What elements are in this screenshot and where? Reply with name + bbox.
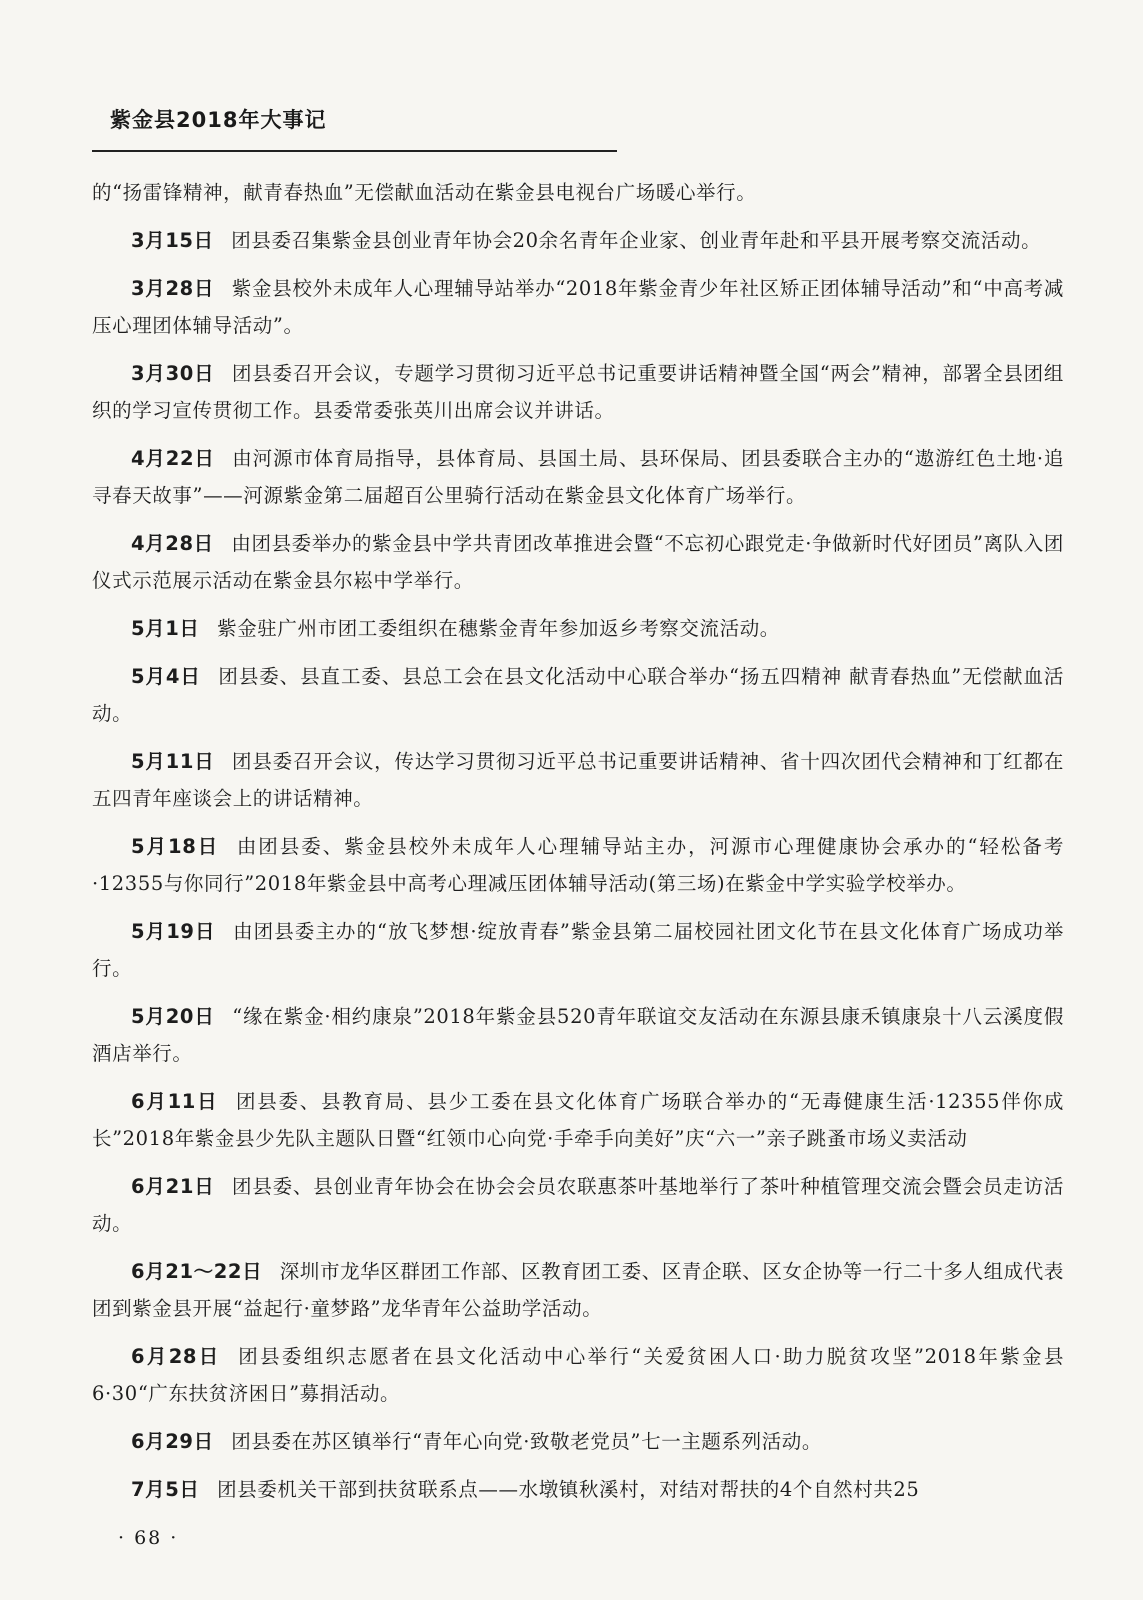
entry-text: 团县委、县创业青年协会在协会会员农联惠茶叶基地举行了茶叶种植管理交流会暨会员走访活动。 <box>92 1175 1064 1235</box>
chronicle-entry <box>92 355 1064 429</box>
entry-text: 团县委组织志愿者在县文化活动中心举行“关爱贫困人口·助力脱贫攻坚”2018年紫金县6·30“广东扶贫济困日”募捐活动。 <box>92 1345 1064 1405</box>
chronicle-entry <box>92 440 1064 514</box>
chronicle-entry <box>92 1423 1064 1460</box>
chronicle-entry <box>92 1253 1064 1327</box>
chronicle-entry <box>92 913 1064 987</box>
entry-text: 团县委召开会议，专题学习贯彻习近平总书记重要讲话精神暨全国“两会”精神，部署全县团组织的学习宣传贯彻工作。县委常委张英川出席会议并讲话。 <box>92 362 1064 422</box>
entry-text: 团县委召开会议，传达学习贯彻习近平总书记重要讲话精神、省十四次团代会精神和丁红都在五四青年座谈会上的讲话精神。 <box>92 750 1064 810</box>
entry-text: 紫金县校外未成年人心理辅导站举办“2018年紫金青少年社区矫正团体辅导活动”和“中高考减压心理团体辅导活动”。 <box>92 277 1064 337</box>
entry-text: 团县委、县直工委、县总工会在县文化活动中心联合举办“扬五四精神 献青春热血”无偿献血活动。 <box>92 665 1064 725</box>
chronicle-entry <box>92 658 1064 732</box>
entry-date: 7月5日 <box>131 1478 200 1501</box>
entry-date: 6月21日 <box>131 1175 215 1198</box>
chronicle-entry <box>92 998 1064 1072</box>
chronicle-entry <box>92 1471 1064 1508</box>
running-header-title: 紫金县2018年大事记 <box>110 108 327 132</box>
chronicle-entry <box>92 222 1064 259</box>
chronicle-entry <box>92 1168 1064 1242</box>
chronicle-entry <box>92 1083 1064 1157</box>
entry-date: 5月4日 <box>131 665 201 688</box>
chronicle-entry <box>92 828 1064 902</box>
entry-date: 6月11日 <box>131 1090 219 1113</box>
chronicle-entry <box>92 525 1064 599</box>
chronicle-entry <box>92 174 1064 211</box>
page-number: · 68 · <box>118 1527 179 1549</box>
entry-text: 团县委召集紫金县创业青年协会20余名青年企业家、创业青年赴和平县开展考察交流活动。 <box>231 229 1042 252</box>
chronicle-content <box>92 174 1064 1519</box>
entry-text: 团县委机关干部到扶贫联系点——水墩镇秋溪村，对结对帮扶的4个自然村共25 <box>217 1478 920 1501</box>
chronicle-entry <box>92 743 1064 817</box>
entry-text: 紫金驻广州市团工委组织在穗紫金青年参加返乡考察交流活动。 <box>217 617 780 640</box>
entry-date: 4月28日 <box>131 532 214 555</box>
chronicle-entry <box>92 270 1064 344</box>
entry-date: 5月20日 <box>131 1005 215 1028</box>
entry-date: 5月18日 <box>131 835 220 858</box>
entry-date: 3月30日 <box>131 362 215 385</box>
entry-text: 由团县委举办的紫金县中学共青团改革推进会暨“不忘初心跟党走·争做新时代好团员”离队入团仪式示范展示活动在紫金县尔崧中学举行。 <box>92 532 1064 592</box>
entry-date: 6月28日 <box>131 1345 221 1368</box>
header-rule <box>92 150 617 152</box>
chronicle-entry <box>92 610 1064 647</box>
entry-date: 5月19日 <box>131 920 216 943</box>
entry-text: 团县委在苏区镇举行“青年心向党·致敬老党员”七一主题系列活动。 <box>231 1430 823 1453</box>
entry-date: 5月11日 <box>131 750 215 773</box>
entry-date: 3月15日 <box>131 229 214 252</box>
entry-text: 的“扬雷锋精神，献青春热血”无偿献血活动在紫金县电视台广场暖心举行。 <box>92 181 757 204</box>
entry-date: 5月1日 <box>131 617 200 640</box>
entry-text: 由河源市体育局指导，县体育局、县国土局、县环保局、团县委联合主办的“遨游红色土地·追寻春天故事”——河源紫金第二届超百公里骑行活动在紫金县文化体育广场举行。 <box>92 447 1064 507</box>
entry-text: “缘在紫金·相约康泉”2018年紫金县520青年联谊交友活动在东源县康禾镇康泉十八云溪度假酒店举行。 <box>92 1005 1064 1065</box>
entry-date: 3月28日 <box>131 277 215 300</box>
entry-text: 团县委、县教育局、县少工委在县文化体育广场联合举办的“无毒健康生活·12355伴你成长”2018年紫金县少先队主题队日暨“红领巾心向党·手牵手向美好”庆“六一”亲子跳蚤市场义卖活动 <box>92 1090 1064 1150</box>
entry-date: 6月21～22日 <box>131 1260 263 1283</box>
entry-date: 6月29日 <box>131 1430 214 1453</box>
entry-text: 深圳市龙华区群团工作部、区教育团工委、区青企联、区女企协等一行二十多人组成代表团到紫金县开展“益起行·童梦路”龙华青年公益助学活动。 <box>92 1260 1065 1320</box>
entry-text: 由团县委主办的“放飞梦想·绽放青春”紫金县第二届校园社团文化节在县文化体育广场成功举行。 <box>92 920 1064 980</box>
entry-date: 4月22日 <box>131 447 215 470</box>
entry-text: 由团县委、紫金县校外未成年人心理辅导站主办，河源市心理健康协会承办的“轻松备考·12355与你同行”2018年紫金县中高考心理减压团体辅导活动(第三场)在紫金中学实验学校举办。 <box>92 835 1064 895</box>
chronicle-entry <box>92 1338 1064 1412</box>
